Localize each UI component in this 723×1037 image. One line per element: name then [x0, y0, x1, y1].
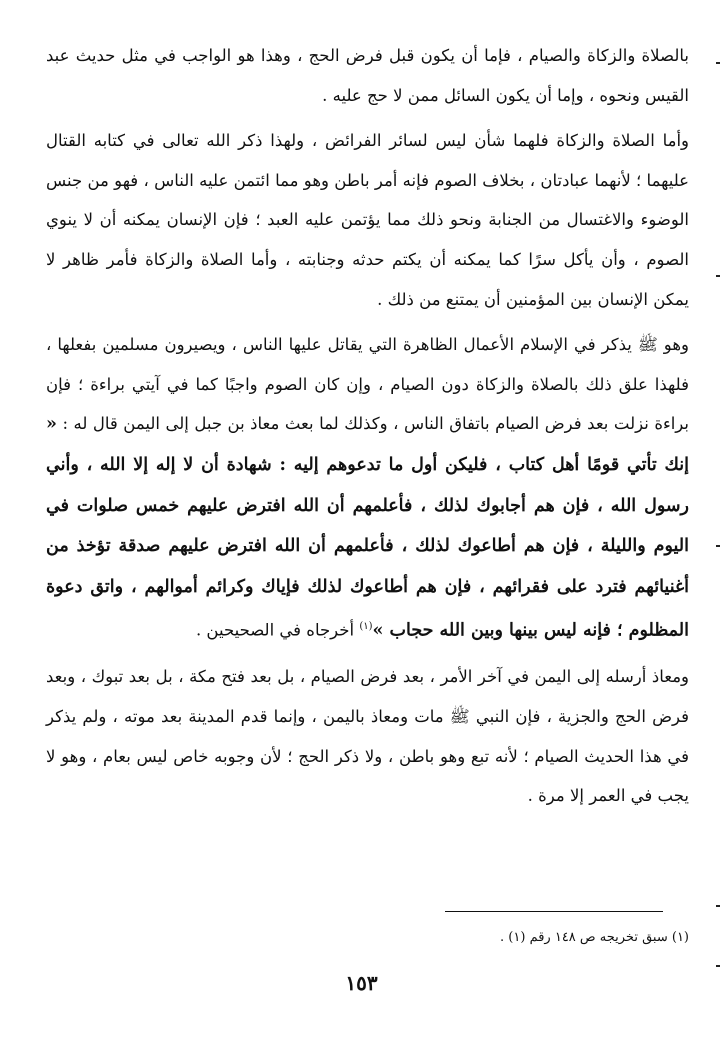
text-line: المدينة بعد موته ، ولم يذكر في هذا الحديث الصيام ؛ لأنه تبع وهو باطن ، ولا ذكر — [46, 707, 689, 766]
scan-edge-mark — [716, 545, 720, 547]
text-line: وجنابته ، وأما الصلاة والزكاة فأمر ظاهر لا يمكن الإنسان بين المؤمنين أن يمتنع من — [46, 249, 689, 309]
text-line: ذلك . — [377, 289, 414, 309]
footnote-divider — [445, 911, 663, 912]
paragraph-2 — [46, 121, 689, 319]
page-number: ١٥٣ — [345, 971, 378, 995]
text-line: بعد تبوك ، وبعد فرض الحج والجزية ، فإن النبي ﷺ مات ومعاذ باليمن ، وإنما قدم — [46, 667, 690, 726]
hadith-quote: « إنك تأتي قومًا أهل كتاب ، فليكن أول ما تدعوهم إليه : شهادة أن لا إله إلا الله ، وأني رسول الله ، فإن هم أجابوك لذلك ، فأعلمهم أن الله افترض عليهم خمس صلوات في اليوم والليلة ، فإن هم أطاعوك لذلك ، فأعلمهم أن الله افترض عليهم صدقة تؤخذ من أغنيائهم فترد على فقرائهم ، فإن هم أطاعوك لذلك فإياك وكرائم أموالهم ، واتق دعوة المظلوم ؛ فإنه ليس بينها وبين الله حجاب » — [46, 414, 689, 641]
main-text — [46, 36, 689, 816]
scan-edge-mark — [716, 275, 720, 277]
text-line: ومعاذ أرسله إلى اليمن في آخر الأمر ، بعد فرض الصيام ، بل بعد فتح مكة ، بل — [155, 667, 690, 687]
paragraph-outro: أخرجاه في الصحيحين . — [195, 620, 355, 640]
footnote: (١) سبق تخريجه ص ١٤٨ رقم (١) . — [500, 930, 689, 945]
scan-edge-mark — [716, 965, 720, 967]
scan-edge-mark — [716, 905, 720, 907]
text-line: حديث عبد القيس ونحوه ، وإما أن يكون السائل ممن لا حج عليه . — [46, 46, 689, 105]
text-line: كتابه القتال عليهما ؛ لأنهما عبادتان ، بخلاف الصوم فإنه أمر باطن وهو مما ائتمن عليه — [46, 131, 690, 190]
text-line: وأما الصلاة والزكاة فلهما شأن ليس لسائر الفرائض ، ولهذا ذكر الله تعالى في — [132, 131, 690, 151]
text-line: الناس ، فهو من جنس الوضوء والاغتسال من الجنابة ونحو ذلك مما يؤتمن عليه العبد ؛ — [46, 170, 690, 230]
text-line: بالصلاة والزكاة والصيام ، فإما أن يكون قبل فرض الحج ، وهذا هو الواجب في مثل — [121, 46, 689, 65]
paragraph-3 — [46, 325, 689, 651]
scan-edge-mark — [716, 62, 720, 64]
paragraph-intro: وهو ﷺ يذكر في الإسلام الأعمال الظاهرة التي يقاتل عليها الناس ، ويصيرون مسلمين بفعلها ، فلهذا علق ذلك بالصلاة والزكاة دون الصيام ، وإن كان الصوم واجبًا كما في آيتي براءة ؛ فإن براءة نزلت بعد فرض الصيام باتفاق الناس ، وكذلك لما بعث معاذ بن جبل إلى اليمن قال له : — [46, 335, 689, 434]
paragraph-1 — [46, 36, 689, 115]
footnote-reference: (١) — [359, 621, 373, 633]
paragraph-4 — [46, 657, 689, 815]
text-line: فإن الإنسان يمكنه أن لا ينوي الصوم ، وأن يأكل سرًا كما يمكنه أن يكتم حدثه — [46, 210, 689, 269]
text-line: الحج ؛ لأن وجوبه خاص ليس بعام ، وهو لا يجب في العمر إلا مرة . — [46, 746, 689, 806]
